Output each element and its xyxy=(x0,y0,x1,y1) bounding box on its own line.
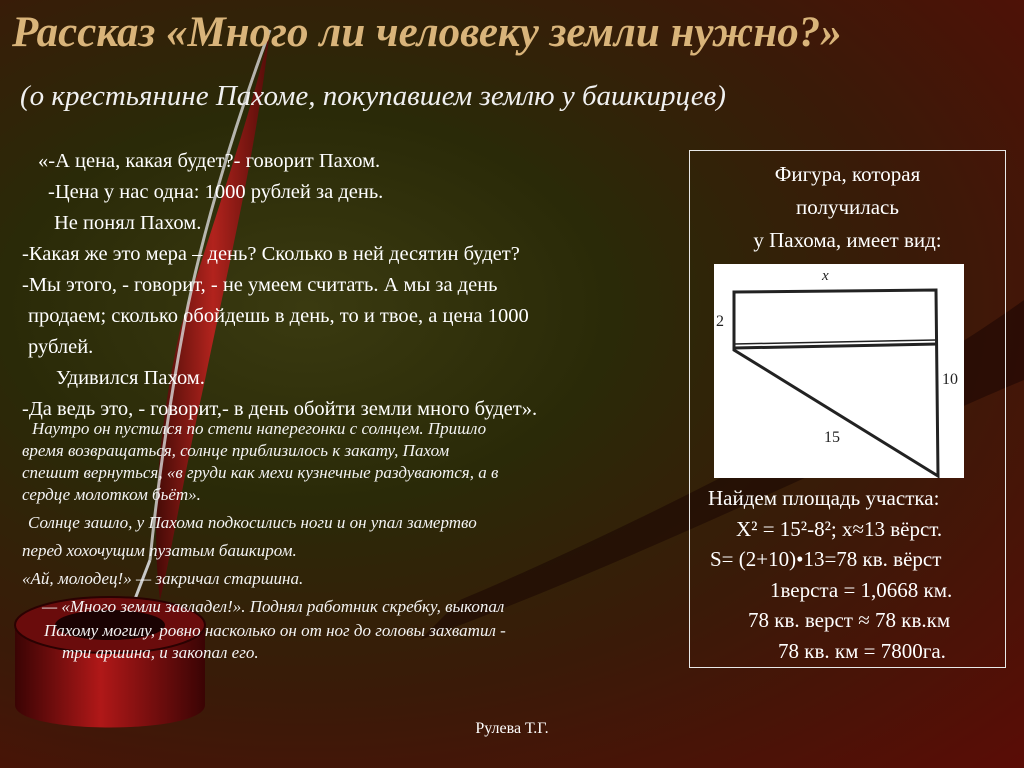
slide-title: Рассказ «Много ли человеку земли нужно?» xyxy=(12,9,842,56)
calc-line: 1верста = 1,0668 км. xyxy=(770,577,953,602)
dialog-line: -Цена у нас одна: 1000 рублей за день. xyxy=(48,181,384,203)
calc-line: 78 кв. км = 7800га. xyxy=(778,638,946,663)
label-hypotenuse: 15 xyxy=(824,429,840,446)
dialog-line: -Мы этого, - говорит, - не умеем считать. А мы за день xyxy=(22,274,498,296)
story-line: Пахому могилу, ровно насколько он от ног до головы захватил - xyxy=(44,621,506,640)
slide-subtitle: (о крестьянине Пахоме, покупавшем землю у башкирцев) xyxy=(20,80,726,112)
label-right: 10 xyxy=(942,371,958,388)
dialog-line: продаем; сколько обойдешь в день, то и твое, а цена 1000 xyxy=(28,305,529,327)
calculation-text xyxy=(700,483,1000,666)
calc-line: 78 кв. верст ≈ 78 кв.км xyxy=(748,608,951,632)
label-x: x xyxy=(822,268,829,284)
dialog-line: рублей. xyxy=(28,336,94,358)
story-line: время возвращаться, солнце приблизилось к закату, Пахом xyxy=(22,441,450,460)
dialog-line: «-А цена, какая будет?- говорит Пахом. xyxy=(38,150,381,172)
dialog-line: Удивился Пахом. xyxy=(56,367,205,389)
story-line: Солнце зашло, у Пахома подкосились ноги и он упал замертво xyxy=(28,513,477,532)
story-line: спешит вернуться, «в груди как мехи кузнечные раздуваются, а в xyxy=(22,463,499,482)
story-line: — «Много земли завладел!». Поднял работник скребку, выкопал xyxy=(42,597,505,616)
dialog-line: Не понял Пахом. xyxy=(54,212,202,234)
calc-line: S= (2+10)•13=78 кв. вёрст xyxy=(710,547,942,571)
figure-caption-line: получилась xyxy=(796,195,899,219)
label-left: 2 xyxy=(716,313,724,330)
dialog-text xyxy=(22,146,692,425)
story-line: сердце молотком бьёт». xyxy=(22,485,201,504)
figure-caption-line: Фигура, которая xyxy=(774,162,921,186)
author-footer: Рулева Т.Г. xyxy=(475,720,549,737)
story-text xyxy=(22,418,687,664)
story-line: перед хохочущим пузатым башкиром. xyxy=(22,541,297,560)
trapezoid-figure xyxy=(714,264,964,478)
calc-line: X² = 15²-8²; x≈13 вёрст. xyxy=(736,516,943,541)
dialog-line: -Какая же это мера – день? Сколько в ней десятин будет? xyxy=(22,243,520,265)
figure-caption-line: у Пахома, имеет вид: xyxy=(753,228,942,252)
story-line: «Ай, молодец!» — закричал старшина. xyxy=(22,569,304,588)
figure-caption xyxy=(689,158,1006,257)
calc-line: Найдем площадь участка: xyxy=(708,486,940,510)
trapezoid-diagram xyxy=(714,264,964,478)
story-line: Наутро он пустился по степи наперегонки с солнцем. Пришло xyxy=(32,419,487,438)
story-line: три аршина, и закопал его. xyxy=(62,643,259,662)
dialog-line: -Да ведь это, - говорит,- в день обойти земли много будет». xyxy=(22,398,538,420)
